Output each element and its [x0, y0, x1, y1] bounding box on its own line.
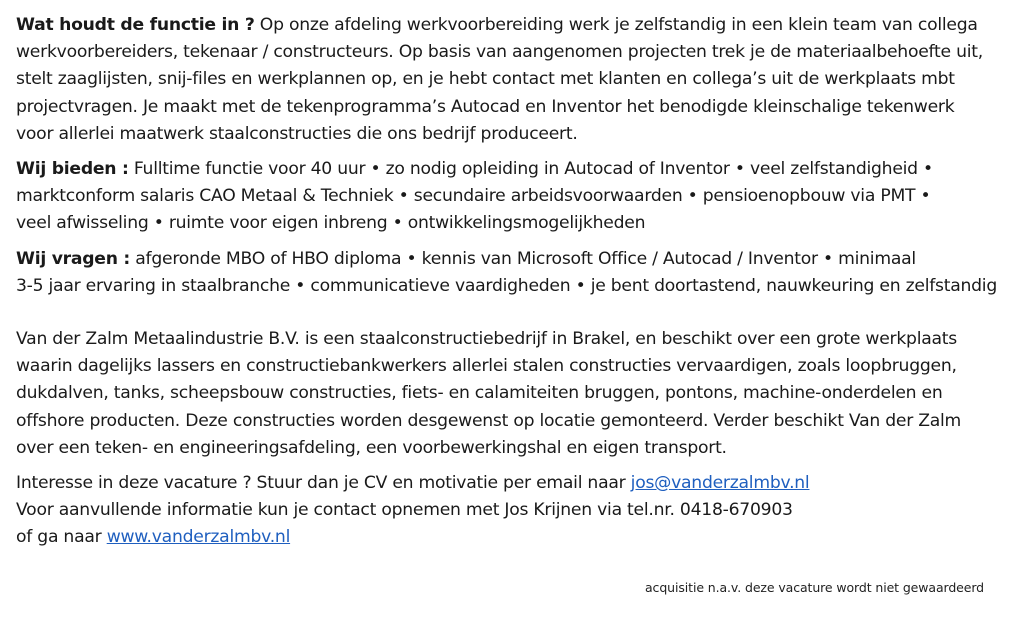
- function-line-1: Wat houdt de functie in ? Op onze afdeling werkvoorbereiding werk je zelfstandig in een klein team van collega: [16, 15, 978, 35]
- function-section: [16, 12, 1018, 148]
- company-line-3: dukdalven, tanks, scheepsbouw constructies, fiets- en calamiteiten bruggen, pontons, machine-onderdelen en: [16, 383, 943, 404]
- acquisition-footnote: acquisitie n.a.v. deze vacature wordt niet gewaardeerd: [645, 580, 984, 595]
- contact-line-3: of ga naar www.vanderzalmbv.nl: [16, 527, 291, 548]
- ask-heading: Wij vragen :: [16, 248, 131, 269]
- company-section: [16, 326, 1018, 462]
- spacer: [16, 462, 1018, 470]
- spacer: [16, 238, 1018, 246]
- ask-line-2: 3-5 jaar ervaring in staalbranche • communicatieve vaardigheden • je bent doortastend, nauwkeuring en zelfstandig: [16, 275, 997, 296]
- spacer: [16, 148, 1018, 156]
- offer-line-2: marktconform salaris CAO Metaal & Techniek • secundaire arbeidsvoorwaarden • pensioenopbouw via PMT •: [16, 186, 931, 207]
- spacer: [16, 300, 1018, 326]
- function-line-2: werkvoorbereiders, tekenaar / constructeurs. Op basis van aangenomen projecten trek je de materiaalbehoefte uit,: [16, 42, 983, 63]
- function-heading: Wat houdt de functie in ?: [16, 15, 255, 35]
- offer-line-1: Wij bieden : Fulltime functie voor 40 uur • zo nodig opleiding in Autocad of Inventor • veel zelfstandigheid •: [16, 159, 933, 180]
- ask-line-1: Wij vragen : afgeronde MBO of HBO diploma • kennis van Microsoft Office / Autocad / Inventor • minimaal: [16, 248, 916, 269]
- email-link[interactable]: jos@vanderzalmbv.nl: [630, 473, 810, 494]
- contact-line-2: Voor aanvullende informatie kun je contact opnemen met Jos Krijnen via tel.nr. 0418-670903: [16, 500, 793, 521]
- function-line-3: stelt zaaglijsten, snij-files en werkplannen op, en je hebt contact met klanten en collega’s uit de werkplaats mbt: [16, 69, 955, 90]
- company-line-4: offshore producten. Deze constructies worden desgewenst op locatie gemonteerd. Verder beschikt Van der Zalm: [16, 410, 962, 431]
- website-link[interactable]: www.vanderzalmbv.nl: [106, 527, 291, 548]
- offer-heading: Wij bieden :: [16, 159, 129, 180]
- company-line-2: waarin dagelijks lassers en constructiebankwerkers allerlei stalen constructies vervaardigen, zoals loopbruggen,: [16, 356, 957, 377]
- offer-line-3: veel afwisseling • ruimte voor eigen inbreng • ontwikkelingsmogelijkheden: [16, 213, 646, 234]
- contact-line-1: Interesse in deze vacature ? Stuur dan je CV en motivatie per email naar jos@vanderzalmbv.nl: [16, 473, 810, 494]
- offer-section: [16, 156, 1018, 238]
- function-line-5: voor allerlei maatwerk staalconstructies die ons bedrijf produceert.: [16, 123, 578, 144]
- company-line-5: over een teken- en engineeringsafdeling, een voorbewerkingshal en eigen transport.: [16, 437, 727, 458]
- contact-section: [16, 470, 1018, 552]
- function-line-4: projectvragen. Je maakt met de tekenprogramma’s Autocad en Inventor het benodigde kleinschalige tekenwerk: [16, 96, 955, 117]
- company-line-1: Van der Zalm Metaalindustrie B.V. is een staalconstructiebedrijf in Brakel, en beschikt over een grote werkplaats: [16, 329, 957, 350]
- ask-section: [16, 246, 1018, 300]
